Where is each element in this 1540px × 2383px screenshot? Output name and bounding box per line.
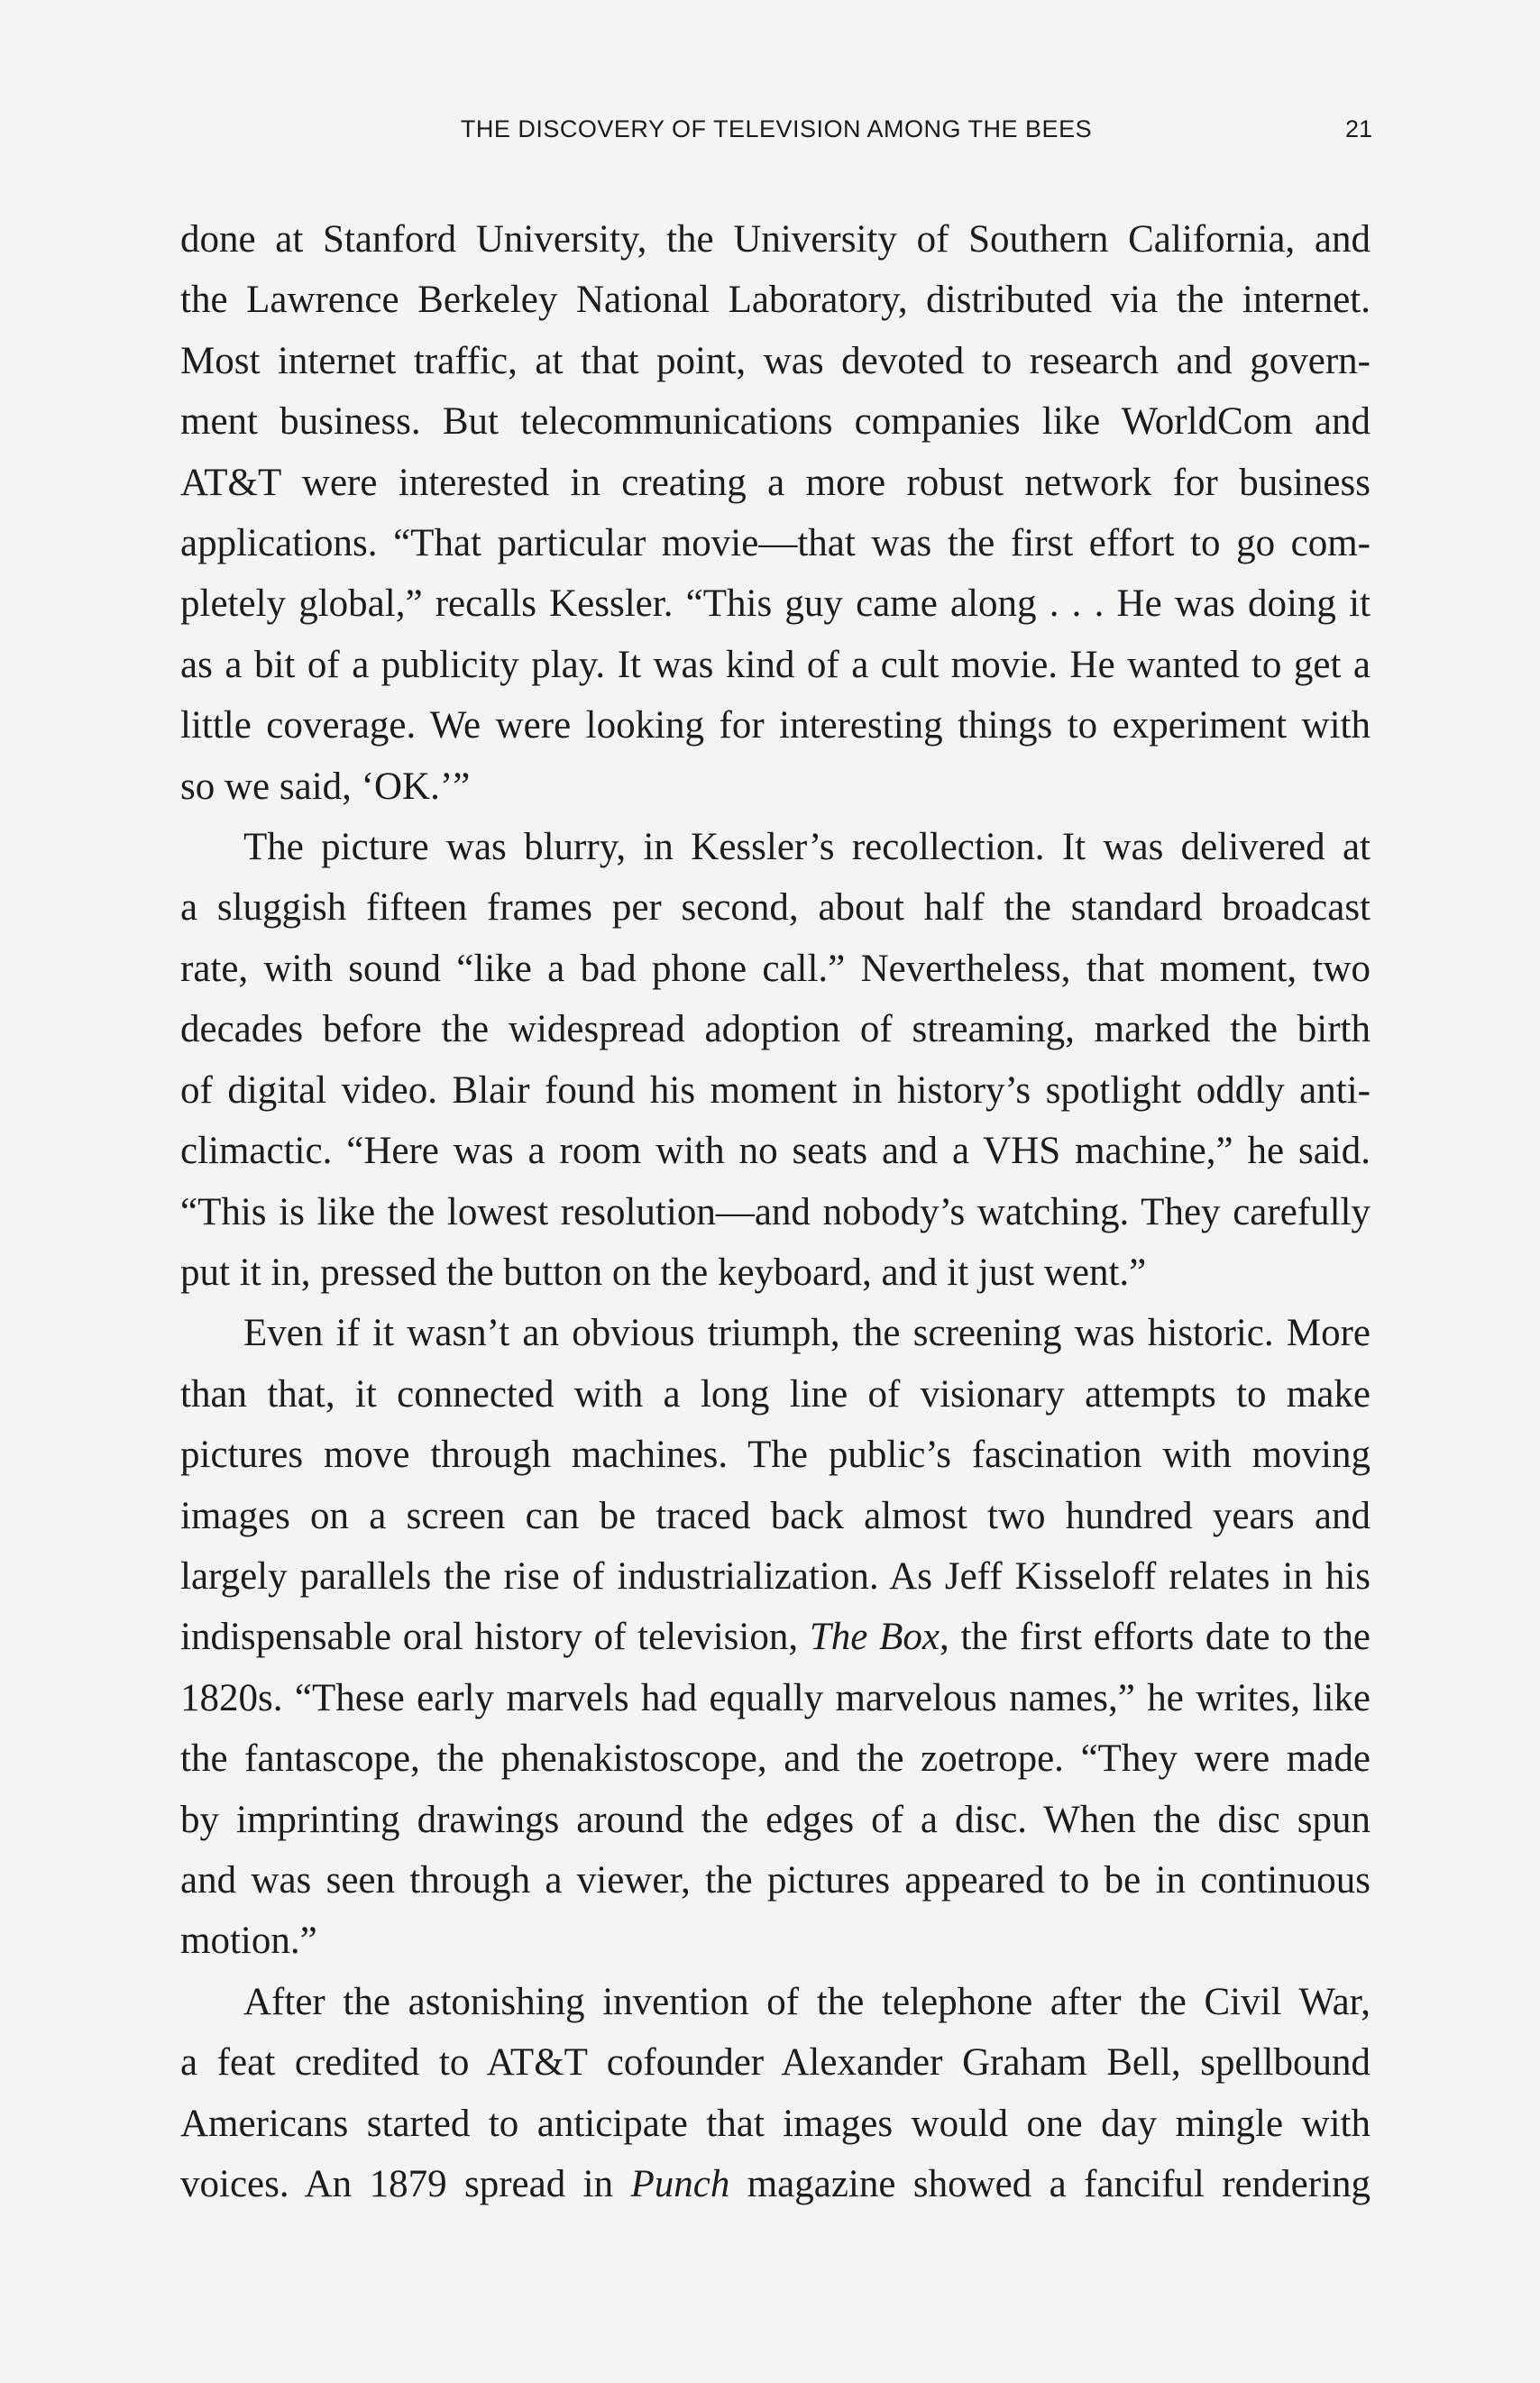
text-line: images on a screen can be traced back almost two hundred years and <box>180 1494 1370 1537</box>
text-line-with-book-title <box>180 1607 1370 1667</box>
paragraph-1 <box>180 209 1370 817</box>
text-line: Even if it wasn’t an obvious triumph, the screening was historic. More <box>243 1312 1370 1355</box>
text-line: the fantascope, the phenakistoscope, and the zoetrope. “They were made <box>180 1737 1370 1781</box>
body-text <box>180 209 1370 2214</box>
text-segment: indispensable oral history of television, <box>180 1616 810 1659</box>
text-line: the Lawrence Berkeley National Laboratory, distributed via the internet. <box>180 279 1370 322</box>
text-line: as a bit of a publicity play. It was kind of a cult movie. He wanted to get a <box>180 643 1370 686</box>
paragraph-2 <box>180 817 1370 1303</box>
page-number: 21 <box>1344 115 1372 142</box>
text-line: a sluggish fifteen frames per second, about half the standard broadcast <box>180 886 1370 930</box>
book-title: The Box <box>809 1616 940 1659</box>
text-segment: , the first efforts date to the <box>939 1616 1371 1659</box>
text-line: largely parallels the rise of industrialization. As Jeff Kisseloff relates in his <box>180 1554 1370 1598</box>
text-line: motion.” <box>180 1920 317 1963</box>
text-line-with-magazine-title <box>180 2154 1370 2214</box>
text-line: The picture was blurry, in Kessler’s recollection. It was delivered at <box>243 826 1370 869</box>
text-line: rate, with sound “like a bad phone call.” Nevertheless, that moment, two <box>180 947 1370 990</box>
text-line: AT&T were interested in creating a more robust network for business <box>180 461 1370 504</box>
text-line: put it in, pressed the button on the keyboard, and it just went.” <box>180 1251 1147 1294</box>
magazine-title: Punch <box>630 2163 730 2205</box>
text-line: Most internet traffic, at that point, was devoted to research and govern- <box>180 339 1370 382</box>
text-line: applications. “That particular movie—that was the first effort to go com- <box>180 522 1370 565</box>
text-line: After the astonishing invention of the telephone after the Civil War, <box>243 1980 1370 2023</box>
paragraph-4 <box>180 1972 1370 2215</box>
running-head <box>180 115 1372 151</box>
text-line: done at Stanford University, the University of Southern California, and <box>180 218 1370 261</box>
text-line: climactic. “Here was a room with no seats and a VHS machine,” he said. <box>180 1130 1370 1173</box>
text-line: decades before the widespread adoption of streaming, marked the birth <box>180 1008 1370 1051</box>
text-line: little coverage. We were looking for interesting things to experiment with <box>180 704 1370 747</box>
text-line: a feat credited to AT&T cofounder Alexander Graham Bell, spellbound <box>180 2041 1370 2085</box>
running-head-title: THE DISCOVERY OF TELEVISION AMONG THE BEES <box>460 115 1093 142</box>
text-line: Americans started to anticipate that images would one day mingle with <box>180 2102 1370 2145</box>
text-line: pletely global,” recalls Kessler. “This guy came along . . . He was doing it <box>180 582 1370 626</box>
text-segment: magazine showed a fanciful rendering <box>729 2163 1370 2205</box>
text-line: and was seen through a viewer, the pictures appeared to be in continuous <box>180 1858 1370 1902</box>
text-line: ment business. But telecommunications companies like WorldCom and <box>180 400 1370 444</box>
text-line: of digital video. Blair found his moment in history’s spotlight oddly anti- <box>180 1068 1370 1112</box>
text-line: by imprinting drawings around the edges of a disc. When the disc spun <box>180 1798 1370 1841</box>
text-line: 1820s. “These early marvels had equally marvelous names,” he writes, like <box>180 1676 1370 1719</box>
paragraph-3 <box>180 1303 1370 1971</box>
text-line: “This is like the lowest resolution—and nobody’s watching. They carefully <box>180 1190 1370 1233</box>
text-line: so we said, ‘OK.’” <box>180 765 471 808</box>
text-segment: voices. An 1879 spread in <box>180 2163 631 2205</box>
text-line: than that, it connected with a long line of visionary attempts to make <box>180 1372 1370 1416</box>
text-line: pictures move through machines. The public’s fascination with moving <box>180 1434 1370 1477</box>
